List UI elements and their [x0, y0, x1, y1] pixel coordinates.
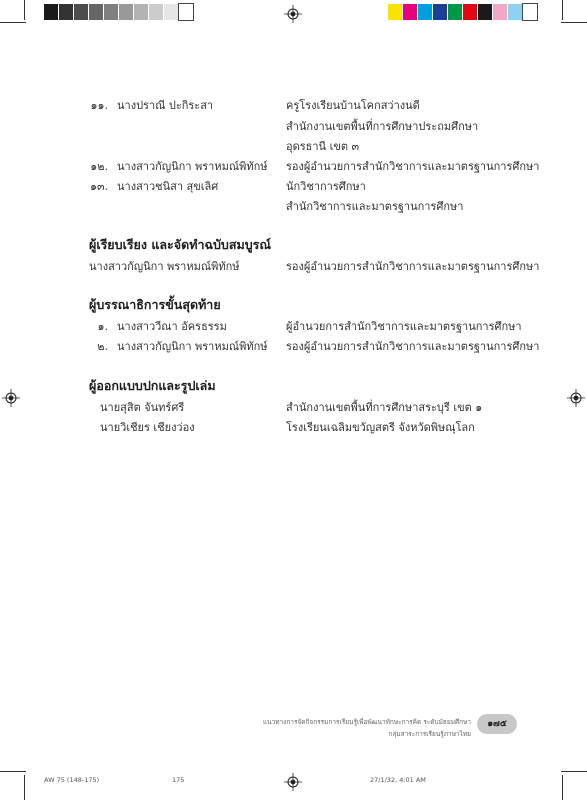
- footer-subject: กลุ่มสาระการเรียนรู้ภาษาไทย: [388, 730, 471, 738]
- registration-mark-icon: [567, 389, 585, 407]
- section-heading-design: ผู้ออกแบบปกและรูปเล่ม: [89, 378, 216, 393]
- color-swatch: [418, 4, 433, 20]
- page-number-badge: ๑๗๕: [477, 714, 517, 734]
- section-heading-editors: ผู้บรรณาธิการขั้นสุดท้าย: [89, 297, 221, 312]
- color-swatch: [134, 4, 149, 20]
- color-swatch: [149, 4, 164, 20]
- color-swatch: [493, 4, 508, 20]
- footer-book-title: แนวทางการจัดกิจกรรมการเรียนรู้เพื่อพัฒนาทักษะการคิด ระดับมัธยมศึกษา: [262, 718, 471, 726]
- item-number: ๑๑.: [90, 99, 108, 112]
- member-role: ครูโรงเรียนบ้านโคกสว่างนดี: [286, 99, 420, 112]
- color-swatch: [508, 4, 523, 20]
- item-number: ๑.: [97, 320, 108, 333]
- compiler-role: รองผู้อำนวยการสำนักวิชาการและมาตรฐานการศึกษา: [286, 260, 540, 273]
- editor-role: ผู้อำนวยการสำนักวิชาการและมาตรฐานการศึกษา: [286, 320, 522, 333]
- item-number: ๒.: [97, 340, 108, 353]
- color-swatch: [44, 4, 59, 20]
- item-number: ๑๒.: [90, 160, 108, 173]
- color-swatch: [403, 4, 418, 20]
- print-timestamp: 27/1/32, 4:01 AM: [370, 776, 426, 784]
- cmyk-color-bar: [388, 4, 537, 20]
- member-role: สำนักวิชาการและมาตรฐานการศึกษา: [286, 200, 464, 213]
- color-swatch: [119, 4, 134, 20]
- item-number: ๑๓.: [90, 180, 108, 193]
- color-swatch: [463, 4, 478, 20]
- member-name: นางสาวชนิสา สุขเลิศ: [117, 180, 219, 193]
- crop-mark: [561, 771, 587, 772]
- color-swatch: [388, 4, 403, 20]
- color-swatch: [74, 4, 89, 20]
- registration-mark-icon: [284, 5, 302, 23]
- crop-mark: [562, 775, 563, 800]
- color-swatch: [478, 4, 493, 20]
- editor-name: นางสาวกัญนิกา พราหมณ์พิทักษ์: [117, 340, 268, 353]
- grayscale-color-bar: [44, 4, 193, 20]
- color-swatch: [104, 4, 119, 20]
- crop-mark: [0, 771, 26, 772]
- editor-name: นางสาววีณา อัครธรรม: [117, 320, 227, 333]
- crop-mark: [561, 22, 587, 23]
- compiler-name: นางสาวกัญนิกา พราหมณ์พิทักษ์: [89, 260, 240, 273]
- designer-name: นายวิเชียร เชียงว่อง: [100, 421, 195, 434]
- color-swatch: [448, 4, 463, 20]
- crop-mark: [562, 0, 563, 20]
- member-role: อุดรธานี เขต ๓: [286, 140, 360, 153]
- print-file-name: AW 75 (148-175): [44, 776, 100, 784]
- designer-role: สำนักงานเขตพื้นที่การศึกษาสระบุรี เขต ๑: [286, 401, 483, 414]
- color-swatch: [179, 4, 193, 20]
- color-swatch: [433, 4, 448, 20]
- member-role: นักวิชาการศึกษา: [286, 180, 366, 193]
- member-name: นางปราณี ปะกิระสา: [117, 99, 214, 112]
- section-heading-compile: ผู้เรียบเรียง และจัดทำฉบับสมบูรณ์: [89, 237, 271, 252]
- crop-mark: [0, 22, 26, 23]
- designer-name: นายสุสิต จันทร์ศรี: [100, 401, 185, 414]
- registration-mark-icon: [2, 389, 20, 407]
- editor-role: รองผู้อำนวยการสำนักวิชาการและมาตรฐานการศึกษา: [286, 340, 540, 353]
- color-swatch: [164, 4, 179, 20]
- color-swatch: [59, 4, 74, 20]
- crop-mark: [24, 0, 25, 20]
- registration-mark-icon: [284, 773, 302, 791]
- member-role: รองผู้อำนวยการสำนักวิชาการและมาตรฐานการศึกษา: [286, 160, 540, 173]
- color-swatch: [89, 4, 104, 20]
- member-role: สำนักงานเขตพื้นที่การศึกษาประถมศึกษา: [286, 120, 479, 133]
- member-name: นางสาวกัญนิกา พราหมณ์พิทักษ์: [117, 160, 268, 173]
- color-swatch: [523, 4, 537, 20]
- designer-role: โรงเรียนเฉลิมขวัญสตรี จังหวัดพิษณุโลก: [286, 421, 475, 434]
- crop-mark: [24, 775, 25, 800]
- print-page-number: 175: [172, 776, 185, 784]
